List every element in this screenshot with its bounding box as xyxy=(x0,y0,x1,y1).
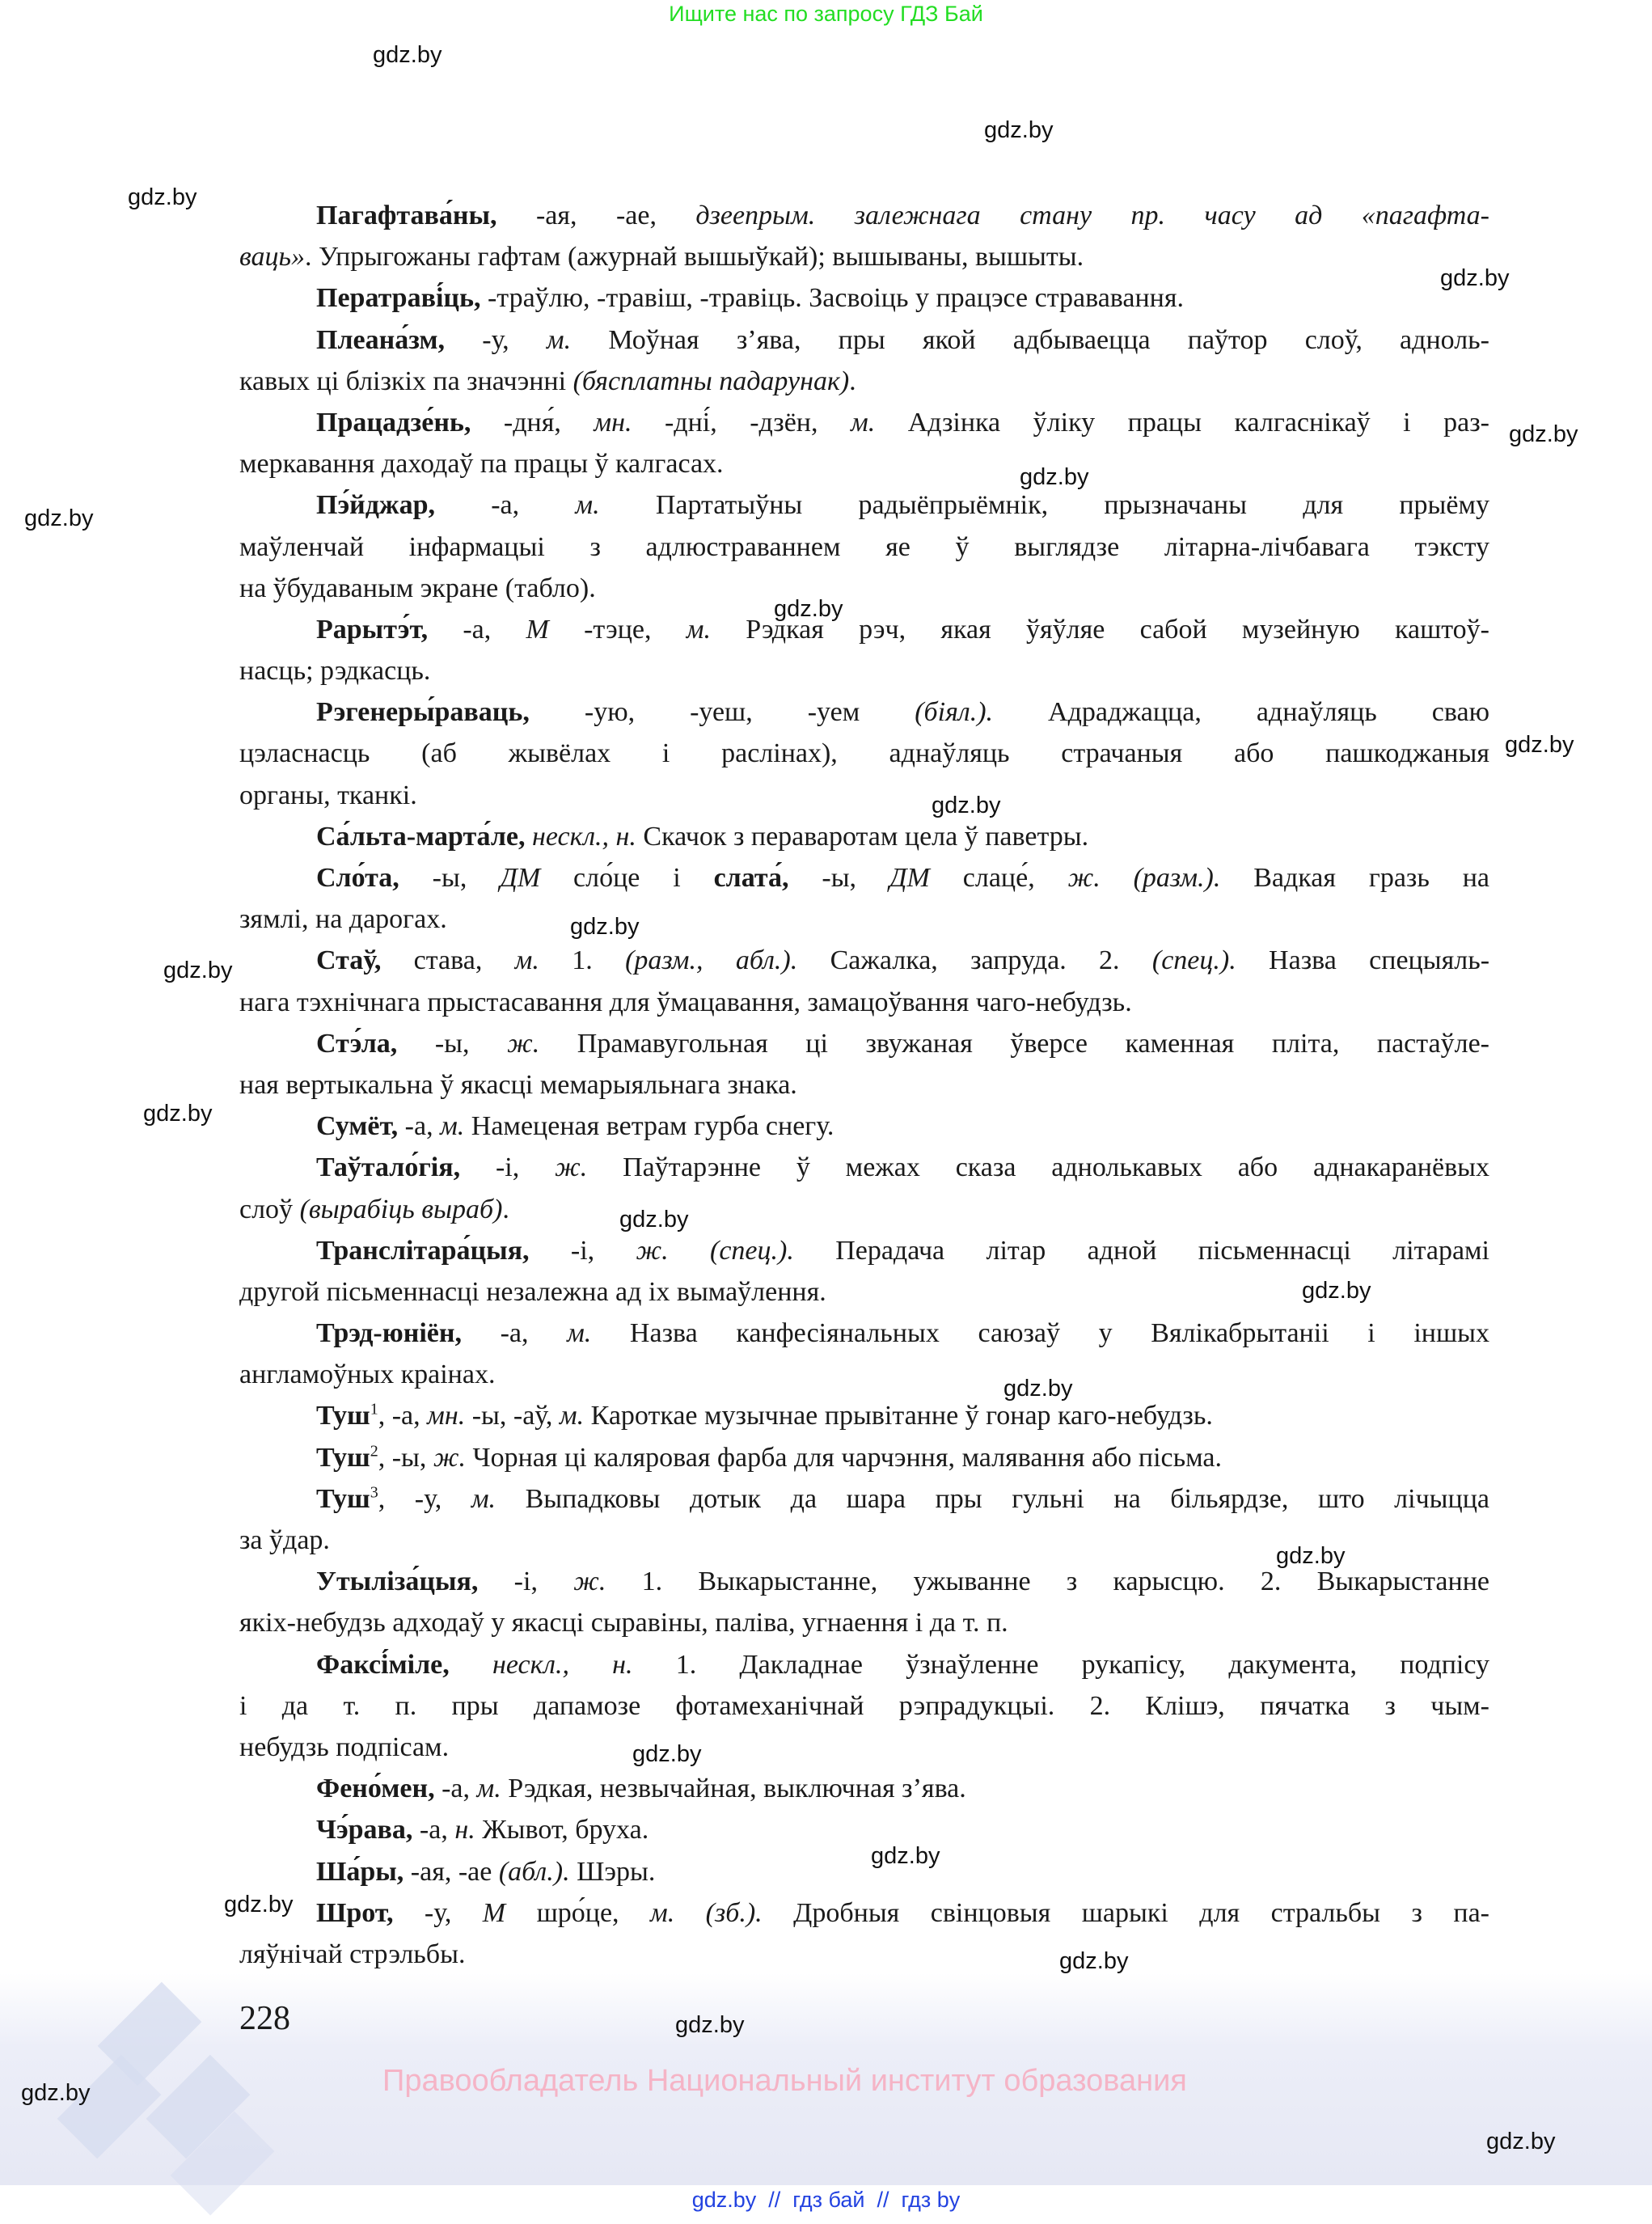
headword: Трэд-юніён, xyxy=(316,1318,462,1349)
grammar-note: (абл.). xyxy=(498,1856,570,1887)
grammar-note: (біял.). xyxy=(915,697,994,728)
grammar-note: м. xyxy=(686,614,711,645)
grammar-note: м. xyxy=(575,490,600,521)
definition-text: слаце́, xyxy=(929,863,1068,893)
watermark: gdz.by xyxy=(21,2080,91,2106)
definition-text: , -а, xyxy=(378,1401,428,1431)
glossary-continuation-line xyxy=(239,236,1489,277)
definition-text: нага тэхнічнага прыстасавання для ўмацавання, замацоўвання чаго-небудзь. xyxy=(239,987,1132,1017)
definition-text: -ую, -уеш, -уем xyxy=(529,697,915,728)
watermark: gdz.by xyxy=(984,117,1054,143)
grammar-note: мн. xyxy=(427,1401,466,1431)
definition-text: Адраджацца, аднаўляць сваю xyxy=(993,697,1489,728)
definition-text: -а, xyxy=(412,1815,455,1846)
definition-text: Сажалка, запруда. 2. xyxy=(797,945,1152,976)
glossary-continuation-line xyxy=(239,733,1489,774)
definition-text: -дні́, -дзён, xyxy=(632,407,851,438)
watermark: gdz.by xyxy=(675,2012,745,2038)
watermark: gdz.by xyxy=(1486,2129,1556,2154)
definition-text: і да т. п. пры дапамозе фотамеханічнай рэпрадукцыі. 2. Клішэ, пячатка з чым- xyxy=(239,1690,1489,1721)
grammar-note: ж. xyxy=(433,1442,467,1473)
headword: Туш xyxy=(316,1442,370,1473)
watermark: gdz.by xyxy=(163,958,233,983)
glossary-continuation-line xyxy=(239,1727,1489,1768)
definition-text: 1. Выкарыстанне, ужыванне з карысцю. 2. Выкарыстанне xyxy=(606,1567,1489,1597)
glossary-entry-line xyxy=(239,1478,1489,1520)
watermark: gdz.by xyxy=(224,1892,294,1917)
definition-text: -а, xyxy=(435,490,576,521)
page-number: 228 xyxy=(239,2000,290,2037)
headword: Сумёт, xyxy=(316,1111,399,1142)
definition-text: Партатыўны радыёпрыёмнік, прызначаны для прыёму xyxy=(599,490,1489,521)
definition-text: ная вертыкальна ў якасці мемарыяльнага знака. xyxy=(239,1069,797,1100)
glossary-continuation-line xyxy=(239,361,1489,402)
grammar-note: м. xyxy=(476,1774,501,1804)
definition-text: Чорная ці каляровая фарба для чарчэння, малявання або пісьма. xyxy=(466,1442,1222,1473)
glossary-continuation-line xyxy=(239,1685,1489,1727)
grammar-note: ДМ xyxy=(500,863,541,893)
grammar-note: (бясплатны падарунак) xyxy=(572,366,850,396)
glossary-entry-line xyxy=(239,1106,1489,1147)
definition-text: . xyxy=(849,366,856,396)
definition-text: Намеценая ветрам гурба снегу. xyxy=(464,1111,834,1142)
definition-text xyxy=(526,822,533,852)
definition-text: на ўбудаваным экране (табло). xyxy=(239,573,596,603)
grammar-note: (спец.). xyxy=(1151,945,1236,976)
watermark: gdz.by xyxy=(143,1101,213,1127)
grammar-note: мн. xyxy=(594,407,632,438)
watermark: gdz.by xyxy=(774,596,843,622)
grammar-note: м. xyxy=(440,1111,465,1142)
definition-text: Шэры. xyxy=(569,1856,656,1887)
headword: Стаў, xyxy=(316,945,382,976)
definition-text: зямлі, на дарогах. xyxy=(239,904,447,935)
glossary-entry-line xyxy=(239,1644,1489,1685)
watermark: gdz.by xyxy=(24,505,94,531)
definition-text: Кароткае музычнае прывітанне ў гонар каго-небудзь. xyxy=(584,1401,1213,1431)
watermark: gdz.by xyxy=(871,1843,940,1869)
glossary-entry-line xyxy=(239,1809,1489,1850)
definition-text: , -у, xyxy=(378,1483,471,1514)
definition-text: Скачок з пераваротам цела ў паветры. xyxy=(636,821,1089,852)
watermark: gdz.by xyxy=(932,793,1001,818)
headword: Факсі́міле, xyxy=(316,1649,450,1680)
glossary-entry-line xyxy=(239,277,1489,319)
watermark: gdz.by xyxy=(1020,464,1089,490)
definition-text: -а, xyxy=(428,614,526,645)
rights-holder-notice: Правообладатель Национальный институт образования xyxy=(382,2064,1187,2098)
definition-text: -траўлю, -травіш, -травіць. Засвоіць у працэсе стрававання. xyxy=(480,283,1185,314)
headword: Стэ́ла, xyxy=(316,1028,398,1059)
glossary-entry-line xyxy=(239,1768,1489,1809)
definition-text: Рэдкая, незвычайная, выключная з’ява. xyxy=(501,1774,966,1804)
definition-text: цэласнасць (аб жывёлах і раслінах), аднаўляць страчаныя або пашкоджаныя xyxy=(239,738,1489,769)
definition-text: . Упрыгожаны гафтам (ажурнай вышыўкай); вышываны, вышыты. xyxy=(305,242,1084,273)
definition-text: 1. Дакладнае ўзнаўленне рукапісу, дакумента, подпісу xyxy=(632,1649,1489,1680)
definition-text: другой пісьменнасці незалежна ад іх вымаўлення. xyxy=(239,1276,826,1307)
glossary-entry-line xyxy=(239,484,1489,526)
definition-text: -у, xyxy=(445,324,547,355)
grammar-note: (разм., абл.). xyxy=(625,945,798,976)
definition-text: -ы, xyxy=(788,863,889,893)
glossary-continuation-line xyxy=(239,775,1489,816)
definition-text: насць; рэдкасць. xyxy=(239,656,431,687)
headword: Плеана́зм, xyxy=(316,324,446,355)
definition-text: Жывот, бруха. xyxy=(475,1815,649,1846)
glossary-continuation-line xyxy=(239,650,1489,691)
watermark: gdz.by xyxy=(1302,1278,1371,1304)
definition-text: -а, xyxy=(461,1318,568,1349)
watermark: gdz.by xyxy=(128,184,197,210)
grammar-note: м. (зб.). xyxy=(650,1897,763,1928)
definition-text: Назва спецыяль- xyxy=(1236,945,1490,976)
definition-text: сло́це і xyxy=(540,863,714,893)
glossary-entry-line xyxy=(239,1395,1489,1436)
definition-text: Перадача літар адной пісьменнасці літарамі xyxy=(793,1235,1489,1266)
glossary-continuation-line xyxy=(239,1602,1489,1643)
definition-text: небудзь подпісам. xyxy=(239,1731,450,1762)
definition-text: -ы, xyxy=(397,1028,508,1059)
search-hint-banner: Ищите нас по запросу ГДЗ Бай xyxy=(669,2,983,26)
definition-text: става, xyxy=(381,945,515,976)
glossary-entry-line xyxy=(239,1230,1489,1271)
definition-text: 1. xyxy=(539,945,626,976)
watermark: gdz.by xyxy=(1509,421,1578,447)
watermark: gdz.by xyxy=(1276,1543,1346,1569)
definition-text: меркавання даходаў па працы ў калгасах. xyxy=(239,449,724,480)
watermark: gdz.by xyxy=(1059,1948,1129,1974)
definition-text: Рэдкая рэч, якая ўяўляе сабой музейную каштоў- xyxy=(710,614,1490,645)
glossary-entry-line xyxy=(239,940,1489,981)
headword: слата́, xyxy=(713,863,789,893)
definition-text: , -ы, xyxy=(378,1442,433,1473)
glossary-entry-line xyxy=(239,1023,1489,1064)
definition-text: -у, xyxy=(393,1897,483,1928)
headword: Чэ́рава, xyxy=(316,1815,413,1846)
glossary-continuation-line xyxy=(239,898,1489,940)
glossary-continuation-line xyxy=(239,1189,1489,1230)
site-links[interactable]: gdz.by // гдз бай // гдз by xyxy=(691,2188,961,2212)
definition-text: -ая, -ае, xyxy=(496,201,696,230)
definition-text: кавых ці блізкіх па значэнні xyxy=(239,366,573,396)
definition-text: Выпадковы дотык да шара пры гульні на більярдзе, што лічыцца xyxy=(496,1483,1489,1514)
headword: Туш xyxy=(316,1401,370,1431)
definition-text: шро́це, xyxy=(505,1897,651,1928)
grammar-note: ж. (разм.). xyxy=(1067,863,1221,893)
headword: Таўтало́гія, xyxy=(316,1152,461,1183)
definition-text: -і, xyxy=(460,1152,556,1183)
grammar-note: ж. xyxy=(507,1028,540,1059)
headword: Ператраві́ць, xyxy=(316,283,481,314)
grammar-note: М xyxy=(526,614,549,645)
glossary-text xyxy=(239,195,1489,1975)
grammar-note: ж. xyxy=(555,1152,588,1183)
homonym-index: 3 xyxy=(370,1483,378,1502)
grammar-note: М xyxy=(482,1897,506,1928)
definition-text: -дня́, xyxy=(471,407,594,438)
headword: Рэгенеры́раваць, xyxy=(316,697,530,728)
definition-text xyxy=(450,1650,492,1680)
definition-text: -і, xyxy=(478,1567,574,1597)
definition-text: англамоўных краінах. xyxy=(239,1359,496,1390)
definition-text: якіх-небудзь адходаў у якасці сыравіны, паліва, угнаення і да т. п. xyxy=(239,1608,1008,1638)
watermark: gdz.by xyxy=(619,1207,689,1233)
grammar-note: нескл., н. xyxy=(532,821,636,852)
watermark: gdz.by xyxy=(570,914,640,940)
glossary-continuation-line xyxy=(239,568,1489,609)
glossary-continuation-line xyxy=(239,526,1489,568)
definition-text: Моўная з’ява, пры якой адбываецца паўтор слоў, адноль- xyxy=(571,324,1489,355)
glossary-entry-line xyxy=(239,402,1489,443)
definition-text: -і, xyxy=(529,1235,636,1266)
glossary-continuation-line xyxy=(239,1064,1489,1106)
headword: Туш xyxy=(316,1483,370,1514)
glossary-entry-line xyxy=(239,1437,1489,1478)
grammar-note: ДМ xyxy=(889,863,930,893)
definition-text: -тэце, xyxy=(548,614,687,645)
homonym-index: 1 xyxy=(370,1401,378,1419)
definition-text: -а, xyxy=(434,1774,477,1804)
grammar-note: м. xyxy=(471,1483,496,1514)
definition-text: слоў xyxy=(239,1194,300,1224)
grammar-note: ж. (спец.). xyxy=(636,1235,794,1266)
glossary-continuation-line xyxy=(239,982,1489,1023)
definition-text: органы, тканкі. xyxy=(239,780,417,810)
watermark: gdz.by xyxy=(1003,1376,1073,1402)
headword: Сло́та, xyxy=(316,863,399,893)
glossary-entry-line xyxy=(239,816,1489,857)
grammar-note: м. xyxy=(546,324,572,355)
grammar-note: дзеепрым. залежнага стану пр. часу ад «пагафта- xyxy=(695,201,1489,230)
glossary-entry-line xyxy=(239,1147,1489,1188)
watermark: gdz.by xyxy=(1440,265,1510,291)
glossary-entry-line xyxy=(239,1851,1489,1892)
definition-text: за ўдар. xyxy=(239,1525,330,1555)
definition-text: -а, xyxy=(398,1111,441,1142)
definition-text: -ы, xyxy=(399,863,501,893)
watermark: gdz.by xyxy=(373,42,442,68)
grammar-note: нескл., н. xyxy=(492,1649,633,1680)
glossary-entry-line xyxy=(239,857,1489,898)
headword: Фено́мен, xyxy=(316,1774,435,1804)
headword: Шрот, xyxy=(316,1897,394,1928)
grammar-note: м. xyxy=(559,1401,585,1431)
grammar-note: ваць» xyxy=(239,242,305,273)
grammar-note: м. xyxy=(851,407,876,438)
headword: Са́льта-марта́ле, xyxy=(316,821,526,852)
glossary-entry-line xyxy=(239,1892,1489,1934)
grammar-note: н. xyxy=(454,1815,475,1846)
glossary-entry-line xyxy=(239,195,1489,236)
grammar-note: (вырабіць выраб) xyxy=(299,1194,503,1224)
grammar-note: ж. xyxy=(573,1567,606,1597)
definition-text: Прамавугольная ці звужаная ўверсе каменная пліта, пастаўле- xyxy=(539,1028,1489,1059)
definition-text: Адзінка ўліку працы калгаснікаў і раз- xyxy=(875,407,1489,438)
glossary-continuation-line xyxy=(239,443,1489,484)
definition-text: Дробныя свінцовыя шарыкі для стральбы з па- xyxy=(762,1897,1489,1928)
definition-text: маўленчай інфармацыі з адлюстраваннем яе ў выглядзе літарна-лічбавага тэксту xyxy=(239,531,1489,562)
glossary-entry-line xyxy=(239,1313,1489,1354)
glossary-continuation-line xyxy=(239,1934,1489,1975)
watermark: gdz.by xyxy=(1505,732,1574,758)
glossary-entry-line xyxy=(239,691,1489,733)
definition-text: . xyxy=(502,1194,509,1224)
headword: Транслітара́цыя, xyxy=(316,1235,530,1266)
definition-text: Назва канфесіянальных саюзаў у Вялікабрытаніі і іншых xyxy=(591,1318,1489,1349)
headword: Утылiза́цыя, xyxy=(316,1567,479,1597)
headword: Пэ́йджар, xyxy=(316,490,435,521)
glossary-entry-line xyxy=(239,319,1489,361)
definition-text: Вадкая гразь на xyxy=(1220,863,1490,893)
definition-text: -ая, -ае xyxy=(403,1856,499,1887)
homonym-index: 2 xyxy=(370,1442,378,1461)
headword: Працадзе́нь, xyxy=(316,407,471,438)
headword: Ша́ры, xyxy=(316,1856,404,1887)
glossary-continuation-line xyxy=(239,1354,1489,1395)
grammar-note: м. xyxy=(514,945,539,976)
definition-text: -ы, -аў, xyxy=(465,1401,560,1431)
headword: Рарытэ́т, xyxy=(316,614,429,645)
headword: Пагафтава́ны, xyxy=(316,201,497,230)
grammar-note: м. xyxy=(567,1318,592,1349)
glossary-entry-line xyxy=(239,609,1489,650)
definition-text: Паўтарэнне ў межах сказа аднолькавых або аднакаранёвых xyxy=(587,1152,1489,1183)
definition-text: ляўнічай стрэльбы. xyxy=(239,1939,466,1969)
watermark: gdz.by xyxy=(632,1741,702,1767)
